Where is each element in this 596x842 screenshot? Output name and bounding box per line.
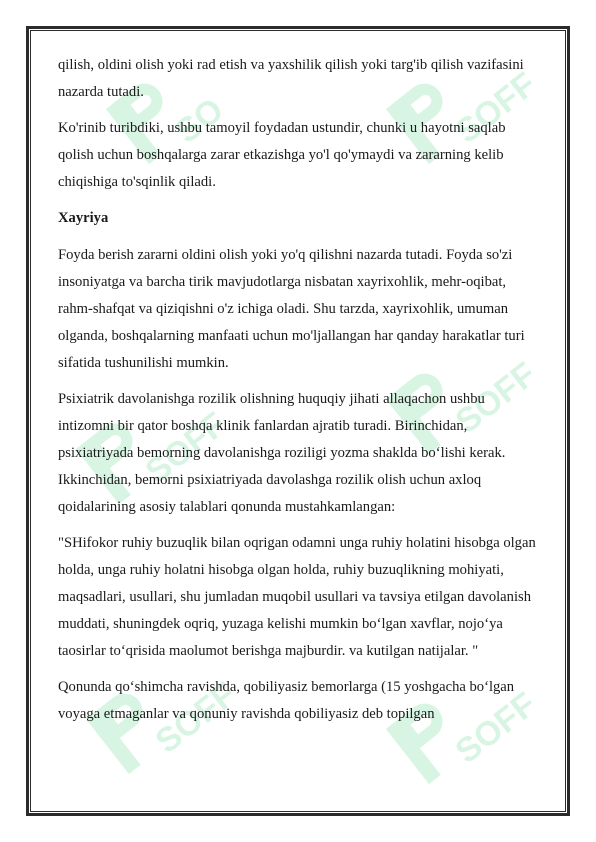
paragraph: Qonunda qo‘shimcha ravishda, qobiliyasiz bemorlarga (15 yoshgacha bo‘lgan voyaga etmaganlar va qonuniy ravishda qobiliyasiz deb topilgan bbox=[58, 679, 515, 722]
paragraph: Ko'rinib turibdiki, ushbu tamoyil foydadan ustundir, chunki u hayotni saqlab qolish uchun boshqalarga zarar etkazishga yo'l qo'ymaydi va zararning kelib chiqishiga to'sqinlik qiladi. bbox=[58, 120, 506, 190]
paragraph: Foyda berish zararni oldini olish yoki yo'q qilishni nazarda tutadi. Foyda so'zi insoniyatga va barcha tirik mavjudotlarga nisbatan xayrixohlik, mehr-oqibat, rahm-shafqat va qiziqishni o'z ichiga oladi. Shu tarzda, xayrixohlik, umuman olganda, boshqalarning manfaati uchun mo'ljallangan har qanday harakatlar turi sifatida tushunilishi mumkin. bbox=[58, 247, 525, 371]
quote-paragraph: "SHifokor ruhiy buzuqlik bilan oqrigan odamni unga ruhiy holatini hisobga olgan holda, unga ruhiy holatni hisobga olgan holda, ruhiy buzuqlikning mohiyati, maqsadlari, usullari, shu jumladan muqobil usullari va tavsiya etilgan davolanish muddati, shuningdek oqriq, yuzaga kelishi mumkin bo‘lgan xavflar, nojo‘ya taosirlar to‘qrisida maolumot berishga majburdir. va kutilgan natijalar. " bbox=[58, 535, 536, 659]
section-heading: Xayriya bbox=[58, 210, 109, 226]
paragraph: qilish, oldini olish yoki rad etish va yaxshilik qilish yoki targ'ib qilish vazifasini nazarda tutadi. bbox=[58, 57, 524, 100]
paragraph: Psixiatrik davolanishga rozilik olishning huquqiy jihati allaqachon ushbu intizomni bir qator boshqa klinik fanlardan ajratib turadi. Birinchidan, psixiatriyada bemorning davolanishga roziligi yozma shaklda bo‘lishi kerak. Ikkinchidan, bemorni psixiatriyada davolashga rozilik olish uchun axloq qoidalarining asosiy talablari qonunda mustahkamlangan: bbox=[58, 391, 506, 515]
document-body bbox=[58, 52, 542, 737]
